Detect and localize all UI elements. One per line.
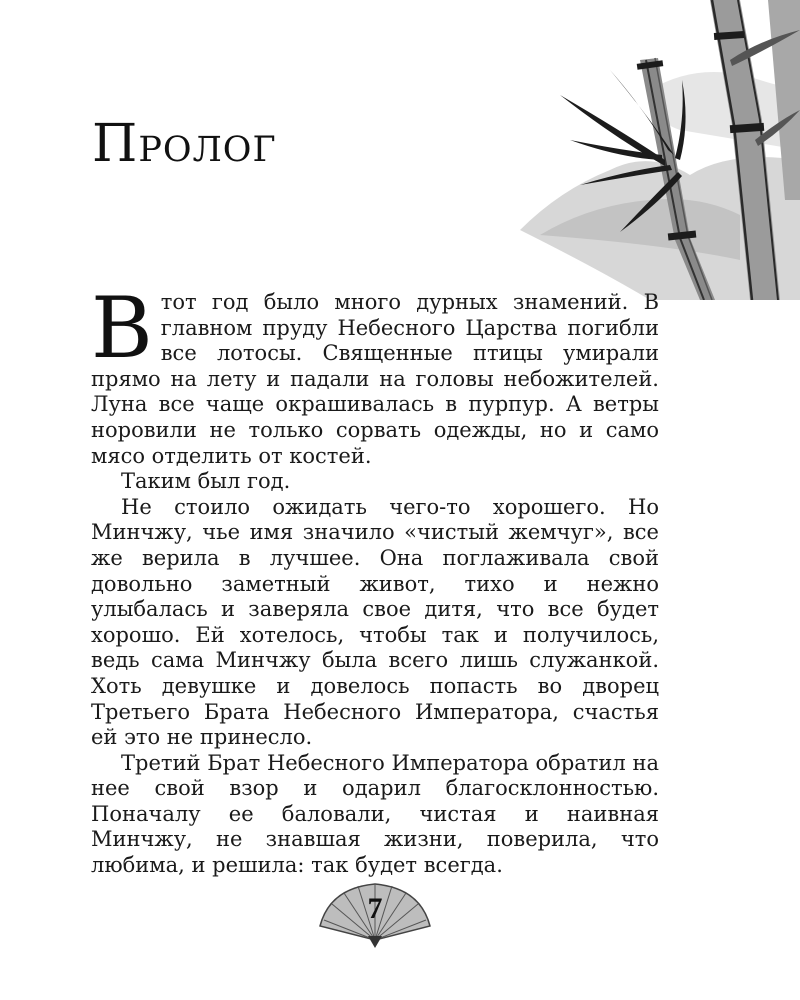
drop-cap: В [91, 279, 153, 377]
chapter-body [91, 279, 659, 879]
paragraph-text: тот год было много дурных знамений. В главном пруду Небесного Царства погибли все лотосы. Священные птицы умирали прямо на лету и падали на головы небожителей. Луна все чаще окрашивалась в пурпур. А ветры норовили не только сорвать одежды, но и само мясо отделить от костей. [91, 290, 659, 468]
chapter-title-rest: ролог [138, 115, 277, 173]
page-number: 7 [367, 892, 383, 925]
paragraph: Таким был год. [121, 469, 291, 494]
page-footer [310, 878, 440, 950]
chapter-title-initial: П [92, 114, 139, 174]
paragraph: Третий Брат Небесного Императора обратил на нее свой взор и одарил благосклонностью. Поначалу ее баловали, чистая и наивная Минчжу, не знавшая жизни, поверила, что любима, и решила: так будет всегда. [91, 750, 659, 878]
paragraph: Не стоило ожидать чего-то хорошего. Но Минчжу, чье имя значило «чистый жемчуг», все же верила в лучшее. Она поглаживала свой довольно заметный живот, тихо и нежно улыбалась и заверяла свое дитя, что все будет хорошо. Ей хотелось, чтобы так и получилось, ведь сама Минчжу была всего лишь служанкой. Хоть девушке и довелось попасть во дворец Третьего Брата Небесного Императора, счастья ей это не принесло. [91, 494, 659, 750]
chapter-title [92, 114, 277, 174]
bamboo-illustration-icon [500, 0, 800, 300]
paragraph [91, 279, 659, 469]
